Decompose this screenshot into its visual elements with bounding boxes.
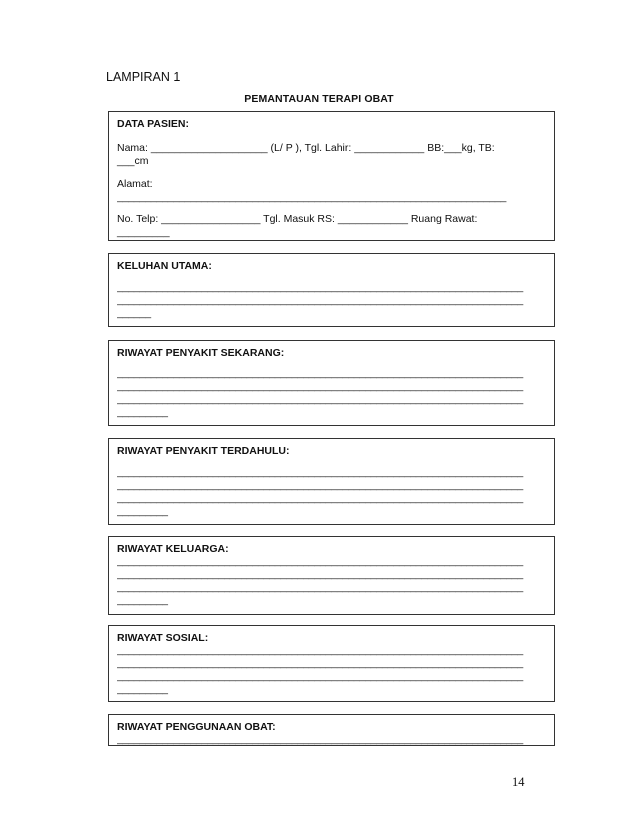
sosial-line-1[interactable]: ________________________________________________________________________ [117,644,524,656]
riwayat-penyakit-sekarang-box [108,340,555,426]
keluhan-utama-box [108,253,555,327]
riwayat-sosial-box [108,625,555,702]
obat-line-1[interactable]: ________________________________________________________________________ [117,733,524,745]
riwayat-obat-heading: RIWAYAT PENGGUNAAN OBAT: [117,721,276,733]
riwayat-sekarang-heading: RIWAYAT PENYAKIT SEKARANG: [117,347,285,359]
keluhan-utama-heading: KELUHAN UTAMA: [117,260,212,272]
terdahulu-line-3[interactable]: ________________________________________________________________________ [117,492,524,504]
sekarang-line-2[interactable]: ________________________________________________________________________ [117,380,524,392]
page-number: 14 [512,775,525,789]
keluhan-line-2[interactable]: ________________________________________________________________________ [117,294,524,306]
keluhan-line-3[interactable]: ______ [117,307,151,319]
sekarang-line-3[interactable]: ________________________________________________________________________ [117,393,524,405]
riwayat-sosial-heading: RIWAYAT SOSIAL: [117,632,209,644]
riwayat-terdahulu-heading: RIWAYAT PENYAKIT TERDAHULU: [117,445,290,457]
alamat-label: Alamat: [117,178,153,190]
alamat-field[interactable]: _____________________________________________________________________ [117,191,507,203]
telp-field[interactable]: No. Telp: _________________ Tgl. Masuk RS: ____________ Ruang Rawat: [117,213,478,225]
keluarga-line-2[interactable]: ________________________________________________________________________ [117,568,524,580]
keluhan-line-1[interactable]: ________________________________________________________________________ [117,281,524,293]
sekarang-line-1[interactable]: ________________________________________________________________________ [117,367,524,379]
riwayat-penggunaan-obat-box [108,714,555,746]
nama-field[interactable]: Nama: ____________________ (L/ P ), Tgl. Lahir: ____________ BB:___kg, TB: [117,142,495,154]
ruang-rawat-field[interactable]: _________ [117,226,170,238]
lampiran-label: LAMPIRAN 1 [106,70,181,84]
sosial-line-2[interactable]: ________________________________________________________________________ [117,657,524,669]
riwayat-penyakit-terdahulu-box [108,438,555,525]
tb-field[interactable]: ___cm [117,155,149,167]
data-pasien-heading: DATA PASIEN: [117,118,189,130]
sosial-line-3[interactable]: ________________________________________________________________________ [117,670,524,682]
terdahulu-line-4[interactable]: _________ [117,505,168,517]
keluarga-line-3[interactable]: ________________________________________________________________________ [117,581,524,593]
sekarang-line-4[interactable]: _________ [117,406,168,418]
terdahulu-line-1[interactable]: ________________________________________________________________________ [117,466,524,478]
riwayat-keluarga-box [108,536,555,615]
keluarga-line-4[interactable]: _________ [117,594,168,606]
sosial-line-4[interactable]: _________ [117,683,168,695]
data-pasien-box [108,111,555,241]
riwayat-keluarga-heading: RIWAYAT KELUARGA: [117,543,229,555]
page-title: PEMANTAUAN TERAPI OBAT [244,93,394,105]
keluarga-line-1[interactable]: ________________________________________________________________________ [117,555,524,567]
terdahulu-line-2[interactable]: ________________________________________________________________________ [117,479,524,491]
